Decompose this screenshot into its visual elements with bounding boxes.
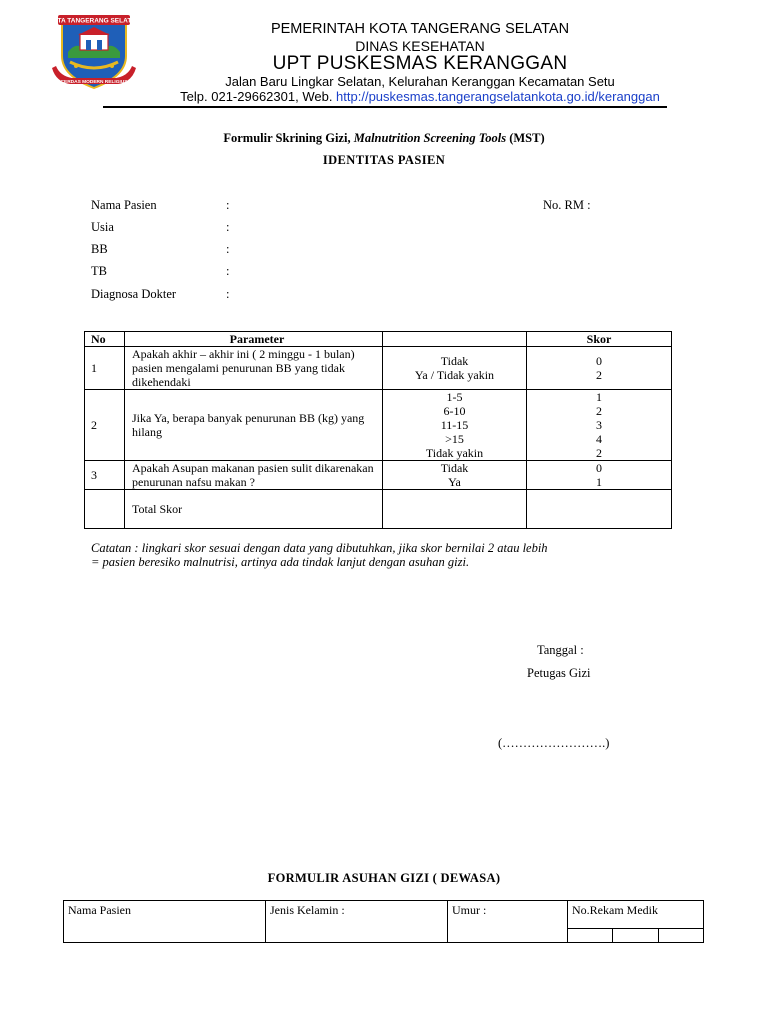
field-label-usia: Usia xyxy=(91,220,114,234)
signature-name-placeholder: (…………………….) xyxy=(498,736,610,750)
kota-tangerang-selatan-logo xyxy=(46,12,142,90)
row-scores xyxy=(527,390,672,461)
field-colon: : xyxy=(226,198,230,212)
table-row xyxy=(85,390,672,461)
score-value[interactable]: 4 xyxy=(596,432,602,446)
score-value[interactable]: 2 xyxy=(596,446,602,460)
identity-section-title: IDENTITAS PASIEN xyxy=(322,153,446,167)
letterhead-address: Jalan Baru Lingkar Selatan, Kelurahan Keranggan Kecamatan Setu xyxy=(225,74,615,89)
row-scores xyxy=(527,347,672,390)
score-value[interactable]: 1 xyxy=(596,390,602,404)
score-value[interactable]: 3 xyxy=(596,418,602,432)
answer-option: 1-5 xyxy=(446,390,463,404)
letterhead-contact xyxy=(150,89,690,104)
answer-option: 6-10 xyxy=(443,404,466,418)
row-parameter: Apakah Asupan makanan pasien sulit dikarenakan penurunan nafsu makan ? xyxy=(125,461,383,490)
header-parameter: Parameter xyxy=(125,332,383,347)
note-line: Catatan : lingkari skor sesuai dengan data yang dibutuhkan, jika skor bernilai 2 atau lebih xyxy=(91,541,548,555)
header-score: Skor xyxy=(527,332,672,347)
answer-option: Ya xyxy=(448,475,461,489)
score-value[interactable]: 2 xyxy=(596,368,602,382)
field-colon: : xyxy=(226,287,230,301)
medical-record-label: No.Rekam Medik xyxy=(572,903,658,917)
field-colon: : xyxy=(226,220,230,234)
table-row xyxy=(85,347,672,390)
field-label-diagnosa-dokter: Diagnosa Dokter xyxy=(91,287,177,301)
row-answers xyxy=(383,461,527,490)
nutrition-care-form-title: FORMULIR ASUHAN GIZI ( DEWASA) xyxy=(267,871,501,885)
total-empty-cell xyxy=(85,490,125,529)
letterhead-department: DINAS KESEHATAN xyxy=(355,38,485,54)
table-row xyxy=(64,901,704,943)
total-score-row xyxy=(85,490,672,529)
form-title: Formulir Skrining Gizi, Malnutrition Screening Tools (MST) xyxy=(223,131,545,145)
gender-field[interactable]: Jenis Kelamin : xyxy=(266,901,448,943)
score-value[interactable]: 0 xyxy=(596,354,602,368)
score-value[interactable]: 0 xyxy=(596,461,602,475)
medical-record-field[interactable] xyxy=(568,901,704,943)
header-answer xyxy=(383,332,527,347)
score-value[interactable]: 2 xyxy=(596,404,602,418)
score-value[interactable]: 1 xyxy=(596,475,602,489)
header-no: No xyxy=(85,332,125,347)
answer-option: Ya / Tidak yakin xyxy=(414,368,495,382)
letterhead-government: PEMERINTAH KOTA TANGERANG SELATAN xyxy=(270,21,570,37)
answer-option: Tidak yakin xyxy=(425,446,484,460)
record-digit-box[interactable] xyxy=(659,929,703,942)
total-score-value[interactable] xyxy=(527,490,672,529)
answer-option: >15 xyxy=(445,432,464,446)
field-label-bb: BB xyxy=(91,242,108,256)
logo-motto-text: CERDAS MODERN RELIGIUS xyxy=(60,80,128,85)
record-digit-box[interactable] xyxy=(613,929,658,942)
medical-record-boxes xyxy=(568,928,703,942)
patient-name-field[interactable]: Nama Pasien xyxy=(64,901,266,943)
nutrition-officer-label: Petugas Gizi xyxy=(527,666,591,680)
letterhead-divider xyxy=(103,106,667,108)
answer-option: Tidak xyxy=(440,461,469,475)
field-colon: : xyxy=(226,264,230,278)
row-number: 3 xyxy=(85,461,125,490)
answer-option: 11-15 xyxy=(440,418,469,432)
answer-option: Tidak xyxy=(440,354,469,368)
field-colon: : xyxy=(226,242,230,256)
row-scores xyxy=(527,461,672,490)
date-label: Tanggal : xyxy=(537,643,584,657)
row-answers xyxy=(383,390,527,461)
age-field[interactable]: Umur : xyxy=(448,901,568,943)
record-digit-box[interactable] xyxy=(568,929,613,942)
logo-banner-text: KOTA TANGERANG SELATAN xyxy=(47,17,141,25)
row-parameter: Apakah akhir – akhir ini ( 2 minggu - 1 bulan) pasien mengalami penurunan BB yang tidak dikehendaki xyxy=(125,347,383,390)
table-header-row xyxy=(85,332,672,347)
table-row xyxy=(85,461,672,490)
letterhead-clinic-name: UPT PUSKESMAS KERANGGAN xyxy=(272,53,568,74)
field-label-nama-pasien: Nama Pasien xyxy=(91,198,157,212)
nutrition-care-form-table xyxy=(63,900,704,943)
total-empty-cell xyxy=(383,490,527,529)
total-score-label: Total Skor xyxy=(125,490,383,529)
screening-note xyxy=(91,541,691,569)
mst-screening-table xyxy=(84,331,672,529)
row-number: 2 xyxy=(85,390,125,461)
row-number: 1 xyxy=(85,347,125,390)
row-parameter: Jika Ya, berapa banyak penurunan BB (kg) yang hilang xyxy=(125,390,383,461)
medical-record-number-label: No. RM : xyxy=(543,198,591,212)
note-line: = pasien beresiko malnutrisi, artinya ada tindak lanjut dengan asuhan gizi. xyxy=(91,555,470,569)
letterhead-website-link[interactable]: http://puskesmas.tangerangselatankota.go.id/keranggan xyxy=(336,89,660,104)
letterhead-phone: Telp. 021-29662301, Web. xyxy=(180,89,337,104)
field-label-tb: TB xyxy=(91,264,107,278)
row-answers xyxy=(383,347,527,390)
